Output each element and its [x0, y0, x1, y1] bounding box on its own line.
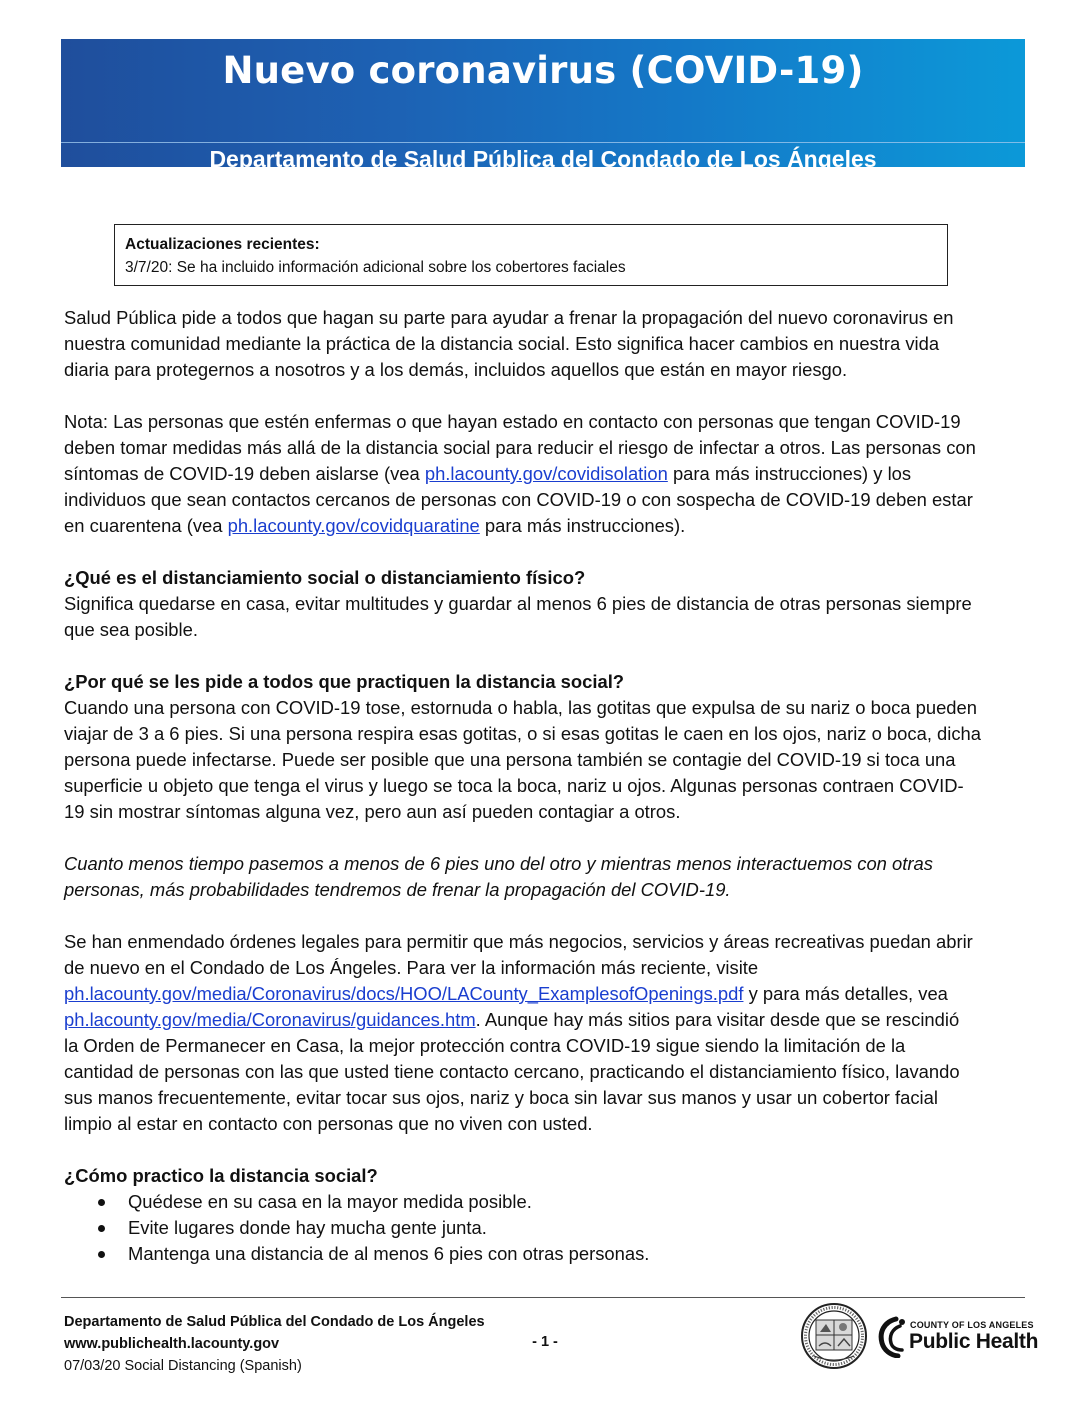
- text-line: Nota: Las personas que estén enfermas o que hayan estado en contacto con personas que tengan COVID-19: [64, 411, 961, 432]
- text-line: nuestra comunidad mediante la práctica de la distancia social. Esto significa hacer cambios en nuestra vida: [64, 333, 940, 354]
- text-line: [64, 513, 1030, 539]
- intro-paragraph: [64, 305, 1030, 383]
- text-line: que sea posible.: [64, 619, 198, 640]
- bullet-icon: [98, 1199, 105, 1206]
- text-line: cantidad de personas con las que usted tiene contacto cercano, practicando el distanciamiento físico, lavando: [64, 1061, 960, 1082]
- subtitle-department: Departamento de Salud Pública del Condado de Los Ángeles: [209, 146, 877, 172]
- footer-website: www.publichealth.lacounty.gov: [64, 1336, 280, 1352]
- text-span: para más instrucciones) y los: [667, 463, 912, 484]
- public-health-logo: [876, 1314, 1039, 1362]
- what-is-section: [64, 565, 1030, 643]
- text-span: síntomas de COVID-19 deben aislarse (vea: [64, 463, 425, 484]
- bullet-list: [64, 1189, 1030, 1267]
- document-subtitle: [61, 145, 1025, 201]
- footer-info: [64, 1311, 485, 1377]
- text-line: de nuevo en el Condado de Los Ángeles. Para ver la información más reciente, visite: [64, 957, 759, 978]
- openings-pdf-link[interactable]: ph.lacounty.gov/media/Coronavirus/docs/HOO/LACounty_ExamplesofOpenings.pdf: [64, 983, 744, 1004]
- section-heading: ¿Qué es el distanciamiento social o distanciamiento físico?: [64, 567, 586, 588]
- updates-entry: 3/7/20: Se ha incluido información adicional sobre los cobertores faciales: [125, 259, 626, 276]
- text-line: superficie u objeto que tenga el virus y luego se toca la boca, nariz u ojos. Algunas personas contraen COVID-: [64, 775, 964, 796]
- subtitle-guide: Guía de distancia social: [411, 174, 675, 200]
- paragraph-gap: [64, 539, 1030, 565]
- guidances-link[interactable]: ph.lacounty.gov/media/Coronavirus/guidances.htm: [64, 1009, 476, 1030]
- text-line: limpio al estar en contacto con personas que no viven con usted.: [64, 1113, 593, 1134]
- section-heading: ¿Cómo practico la distancia social?: [64, 1165, 378, 1186]
- orders-paragraph: [64, 929, 1030, 1137]
- bullet-icon: [98, 1251, 105, 1258]
- list-item: [64, 1215, 1030, 1241]
- text-span: . Aunque hay más sitios para visitar desde que se rescindió: [475, 1009, 960, 1030]
- quarantine-link[interactable]: ph.lacounty.gov/covidquaratine: [227, 515, 480, 536]
- logo-county-text: COUNTY OF LOS ANGELES: [910, 1320, 1034, 1330]
- text-line: diaria para protegernos a nosotros y a los demás, incluidos aquellos que están en mayor riesgo.: [64, 359, 848, 380]
- main-content: [64, 305, 1030, 1267]
- list-item-text: Evite lugares donde hay mucha gente junta.: [128, 1217, 487, 1238]
- logo-public-health-text: Public Health: [909, 1330, 1039, 1353]
- text-line: persona puede infectarse. Puede ser posible que una persona también se contagie del COVID-19 si toca una: [64, 749, 956, 770]
- isolation-link[interactable]: ph.lacounty.gov/covidisolation: [424, 463, 668, 484]
- text-line: sus manos frecuentemente, evitar tocar sus ojos, nariz y boca sin lavar sus manos y usar un cobertor facial: [64, 1087, 938, 1108]
- bullet-icon: [98, 1225, 105, 1232]
- text-line: individuos que sean contactos cercanos de personas con COVID-19 o con sospecha de COVID-19 deben estar: [64, 489, 973, 510]
- list-item-text: Mantenga una distancia de al menos 6 pies con otras personas.: [128, 1243, 650, 1264]
- text-line: 19 sin mostrar síntomas alguna vez, pero aun así pueden contagiar a otros.: [64, 801, 681, 822]
- document-title: Nuevo coronavirus (COVID-19): [222, 49, 864, 92]
- text-line: Se han enmendado órdenes legales para permitir que más negocios, servicios y áreas recreativas puedan abrir: [64, 931, 973, 952]
- list-item: [64, 1241, 1030, 1267]
- recent-updates-box: [114, 224, 948, 286]
- header-banner: [61, 39, 1025, 200]
- emphasis-paragraph: [64, 851, 1030, 903]
- text-line: Salud Pública pide a todos que hagan su parte para ayudar a frenar la propagación del nuevo coronavirus en: [64, 307, 954, 328]
- how-section: [64, 1163, 1030, 1267]
- footer-department: Departamento de Salud Pública del Condado de Los Ángeles: [64, 1314, 485, 1330]
- text-line: [64, 981, 1030, 1007]
- text-line: Cuanto menos tiempo pasemos a menos de 6 pies uno del otro y mientras menos interactuemos con otras: [64, 853, 933, 874]
- text-line: viajar de 3 a 6 pies. Si una persona respira esas gotitas, o si esas gotitas le caen en los ojos, nariz o boca, dicha: [64, 723, 981, 744]
- paragraph-gap: [64, 825, 1030, 851]
- banner-divider: [61, 142, 1025, 143]
- list-item: [64, 1189, 1030, 1215]
- why-section: [64, 669, 1030, 825]
- page-number: - 1 -: [532, 1334, 558, 1350]
- text-span: y para más detalles, vea: [743, 983, 948, 1004]
- section-heading: ¿Por qué se les pide a todos que practiquen la distancia social?: [64, 671, 625, 692]
- footer-divider: [61, 1297, 1025, 1298]
- paragraph-gap: [64, 643, 1030, 669]
- public-health-mark-icon: [876, 1316, 908, 1358]
- text-span: en cuarentena (vea: [64, 515, 228, 536]
- text-line: Significa quedarse en casa, evitar multitudes y guardar al menos 6 pies de distancia de otras personas siempre: [64, 593, 972, 614]
- text-line: la Orden de Permanecer en Casa, la mejor protección contra COVID-19 sigue siendo la limitación de la: [64, 1035, 906, 1056]
- paragraph-gap: [64, 1137, 1030, 1163]
- list-item-text: Quédese en su casa en la mayor medida posible.: [128, 1191, 532, 1212]
- footer-doc-id: 07/03/20 Social Distancing (Spanish): [64, 1358, 302, 1374]
- text-line: deben tomar medidas más allá de la distancia social para reducir el riesgo de infectar a otros. Las personas con: [64, 437, 976, 458]
- updates-title: Actualizaciones recientes:: [125, 236, 320, 253]
- text-span: para más instrucciones).: [479, 515, 686, 536]
- county-seal-icon: [800, 1302, 868, 1370]
- text-line: personas, más probabilidades tendremos de frenar la propagación del COVID-19.: [64, 879, 731, 900]
- text-line: [64, 1007, 1030, 1033]
- note-paragraph: [64, 409, 1030, 539]
- text-line: Cuando una persona con COVID-19 tose, estornuda o habla, las gotitas que expulsa de su nariz o boca pueden: [64, 697, 977, 718]
- paragraph-gap: [64, 903, 1030, 929]
- paragraph-gap: [64, 383, 1030, 409]
- text-line: [64, 461, 1030, 487]
